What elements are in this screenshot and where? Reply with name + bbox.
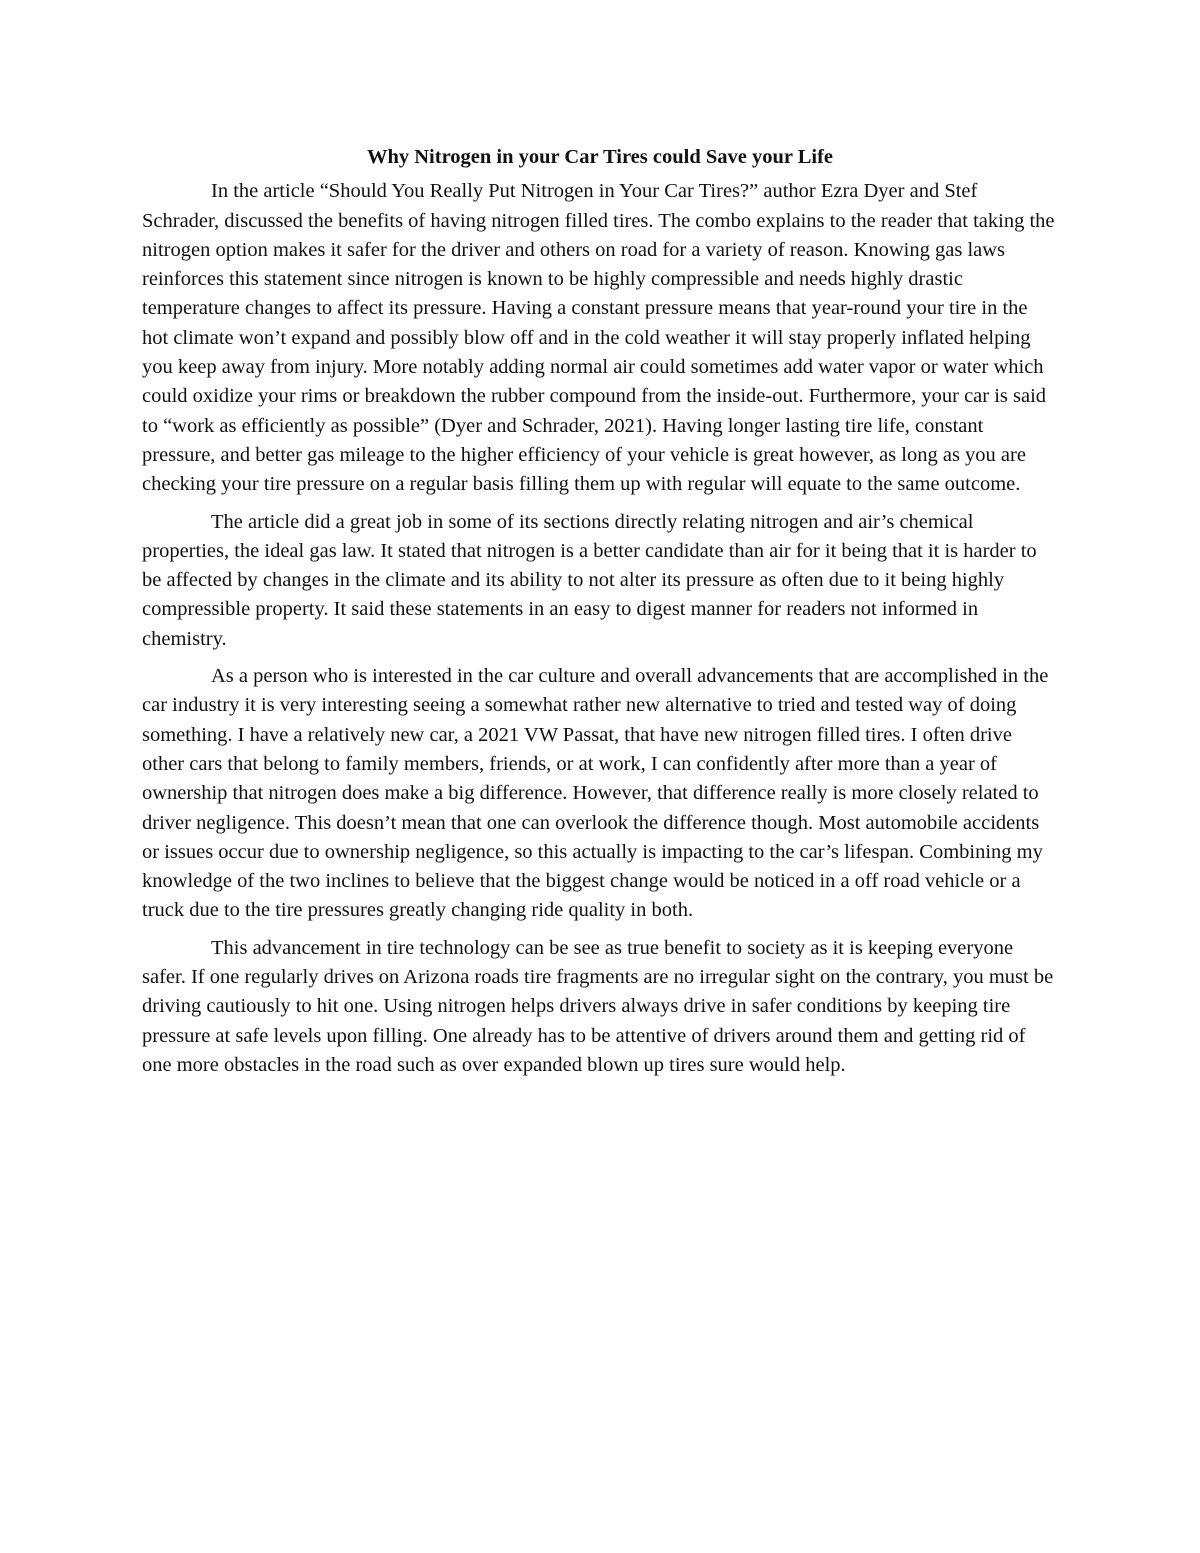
- document-title: Why Nitrogen in your Car Tires could Save your Life: [366, 146, 834, 168]
- paragraph-1: In the article “Should You Really Put Nitrogen in Your Car Tires?” author Ezra Dyer and Stef Schrader, discussed the benefits of having nitrogen filled tires. The combo explains to the reader that taking the nitrogen option makes it safer for the driver and others on road for a variety of reason. Knowing gas laws reinforces this statement since nitrogen is known to be highly compressible and needs highly drastic temperature changes to affect its pressure. Having a constant pressure means that year-round your tire in the hot climate won’t expand and possibly blow off and in the cold weather it will stay properly inflated helping you keep away from injury. More notably adding normal air could sometimes add water vapor or water which could oxidize your rims or breakdown the rubber compound from the inside-out. Furthermore, your car is said to “work as efficiently as possible” (Dyer and Schrader, 2021). Having longer lasting tire life, constant pressure, and better gas mileage to the higher efficiency of your vehicle is great however, as long as you are checking your tire pressure on a regular basis filling them up with regular will equate to the same outcome.: [142, 180, 1055, 496]
- paragraph-4: This advancement in tire technology can be see as true benefit to society as it is keeping everyone safer. If one regularly drives on Arizona roads tire fragments are no irregular sight on the contrary, you must be driving cautiously to hit one. Using nitrogen helps drivers always drive in safer conditions by keeping tire pressure at safe levels upon filling. One already has to be attentive of drivers around them and getting rid of one more obstacles in the road such as over expanded blown up tires sure would help.: [142, 936, 1054, 1076]
- paragraph-2: The article did a great job in some of its sections directly relating nitrogen and air’s chemical properties, the ideal gas law. It stated that nitrogen is a better candidate than air for it being that it is harder to be affected by changes in the climate and its ability to not alter its pressure as often due to it being highly compressible property. It said these statements in an easy to digest manner for readers not informed in chemistry.: [142, 510, 1037, 650]
- paragraph-3: As a person who is interested in the car culture and overall advancements that are accomplished in the car industry it is very interesting seeing a somewhat rather new alternative to tried and tested way of doing something. I have a relatively new car, a 2021 VW Passat, that have new nitrogen filled tires. I often drive other cars that belong to family members, friends, or at work, I can confidently after more than a year of ownership that nitrogen does make a big difference. However, that difference really is more closely related to driver negligence. This doesn’t mean that one can overlook the difference though. Most automobile accidents or issues occur due to ownership negligence, so this actually is impacting to the car’s lifespan. Combining my knowledge of the two inclines to believe that the biggest change would be noticed in a off road vehicle or a truck due to the tire pressures greatly changing ride quality in both.: [142, 665, 1049, 922]
